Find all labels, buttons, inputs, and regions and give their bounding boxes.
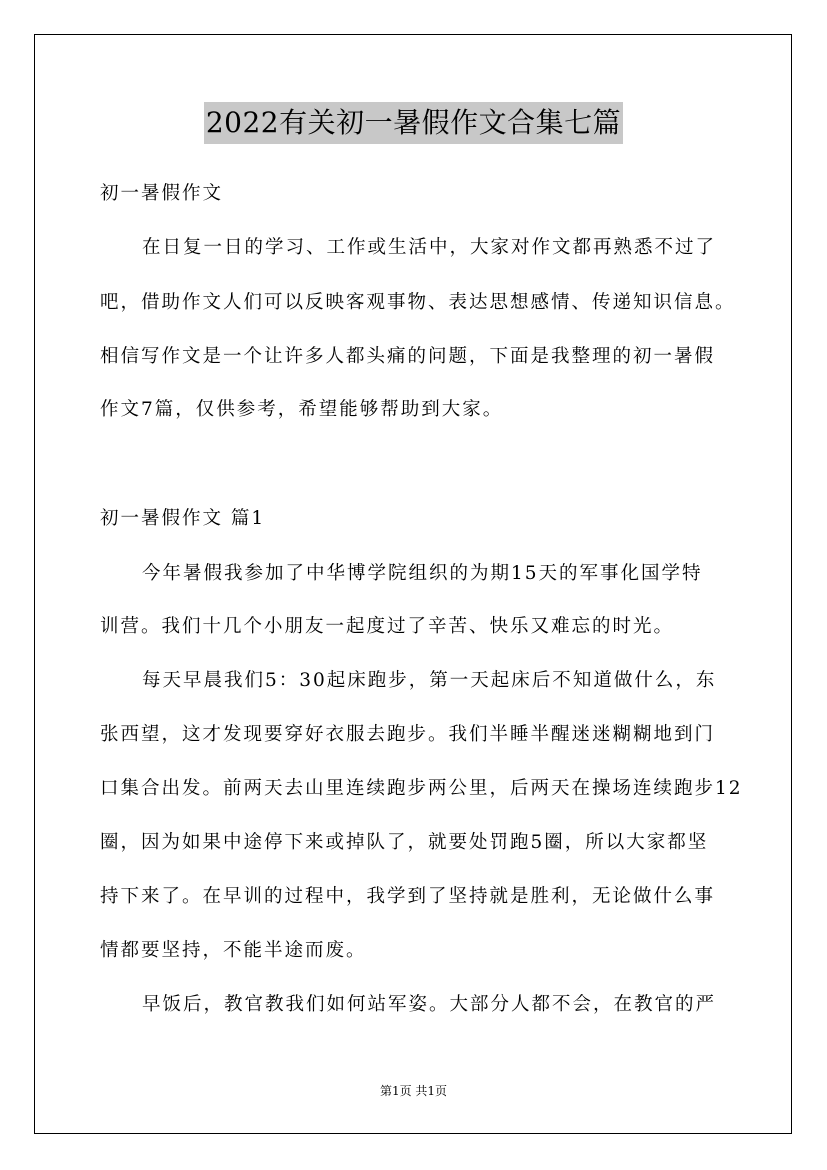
paragraph-line: 圈，因为如果中途停下来或掉队了，就要处罚跑5圈，所以大家都坚 xyxy=(100,832,709,853)
paragraph-line: 相信写作文是一个让许多人都头痛的问题，下面是我整理的初一暑假 xyxy=(100,346,716,367)
paragraph-line: 吧，借助作文人们可以反映客观事物、表达思想感情、传递知识信息。 xyxy=(100,292,736,313)
paragraph-line: 情都要坚持，不能半途而废。 xyxy=(100,940,367,961)
page-number-footer: 第1页 共1页 xyxy=(379,1084,448,1098)
paragraph-line: 每天早晨我们5：30起床跑步，第一天起床后不知道做什么，东 xyxy=(142,670,717,691)
paragraph-line: 早饭后，教官教我们如何站军姿。大部分人都不会，在教官的严 xyxy=(142,994,717,1015)
section-heading-intro: 初一暑假作文 xyxy=(100,183,224,204)
paragraph-line: 训营。我们十几个小朋友一起度过了辛苦、快乐又难忘的时光。 xyxy=(100,616,675,637)
title-container xyxy=(0,102,827,144)
paragraph-line: 口集合出发。前两天去山里连续跑步两公里，后两天在操场连续跑步12 xyxy=(100,778,743,799)
section-heading-article-1: 初一暑假作文 篇1 xyxy=(100,508,266,529)
paragraph-line: 作文7篇，仅供参考，希望能够帮助到大家。 xyxy=(100,399,504,420)
document-title: 2022有关初一暑假作文合集七篇 xyxy=(204,102,623,144)
paragraph-line: 张西望，这才发现要穿好衣服去跑步。我们半睡半醒迷迷糊糊地到门 xyxy=(100,724,716,745)
paragraph-line: 今年暑假我参加了中华博学院组织的为期15天的军事化国学特 xyxy=(142,563,703,584)
paragraph-line: 在日复一日的学习、工作或生活中，大家对作文都再熟悉不过了 xyxy=(142,237,717,258)
paragraph-line: 持下来了。在早训的过程中，我学到了坚持就是胜利，无论做什么事 xyxy=(100,886,716,907)
